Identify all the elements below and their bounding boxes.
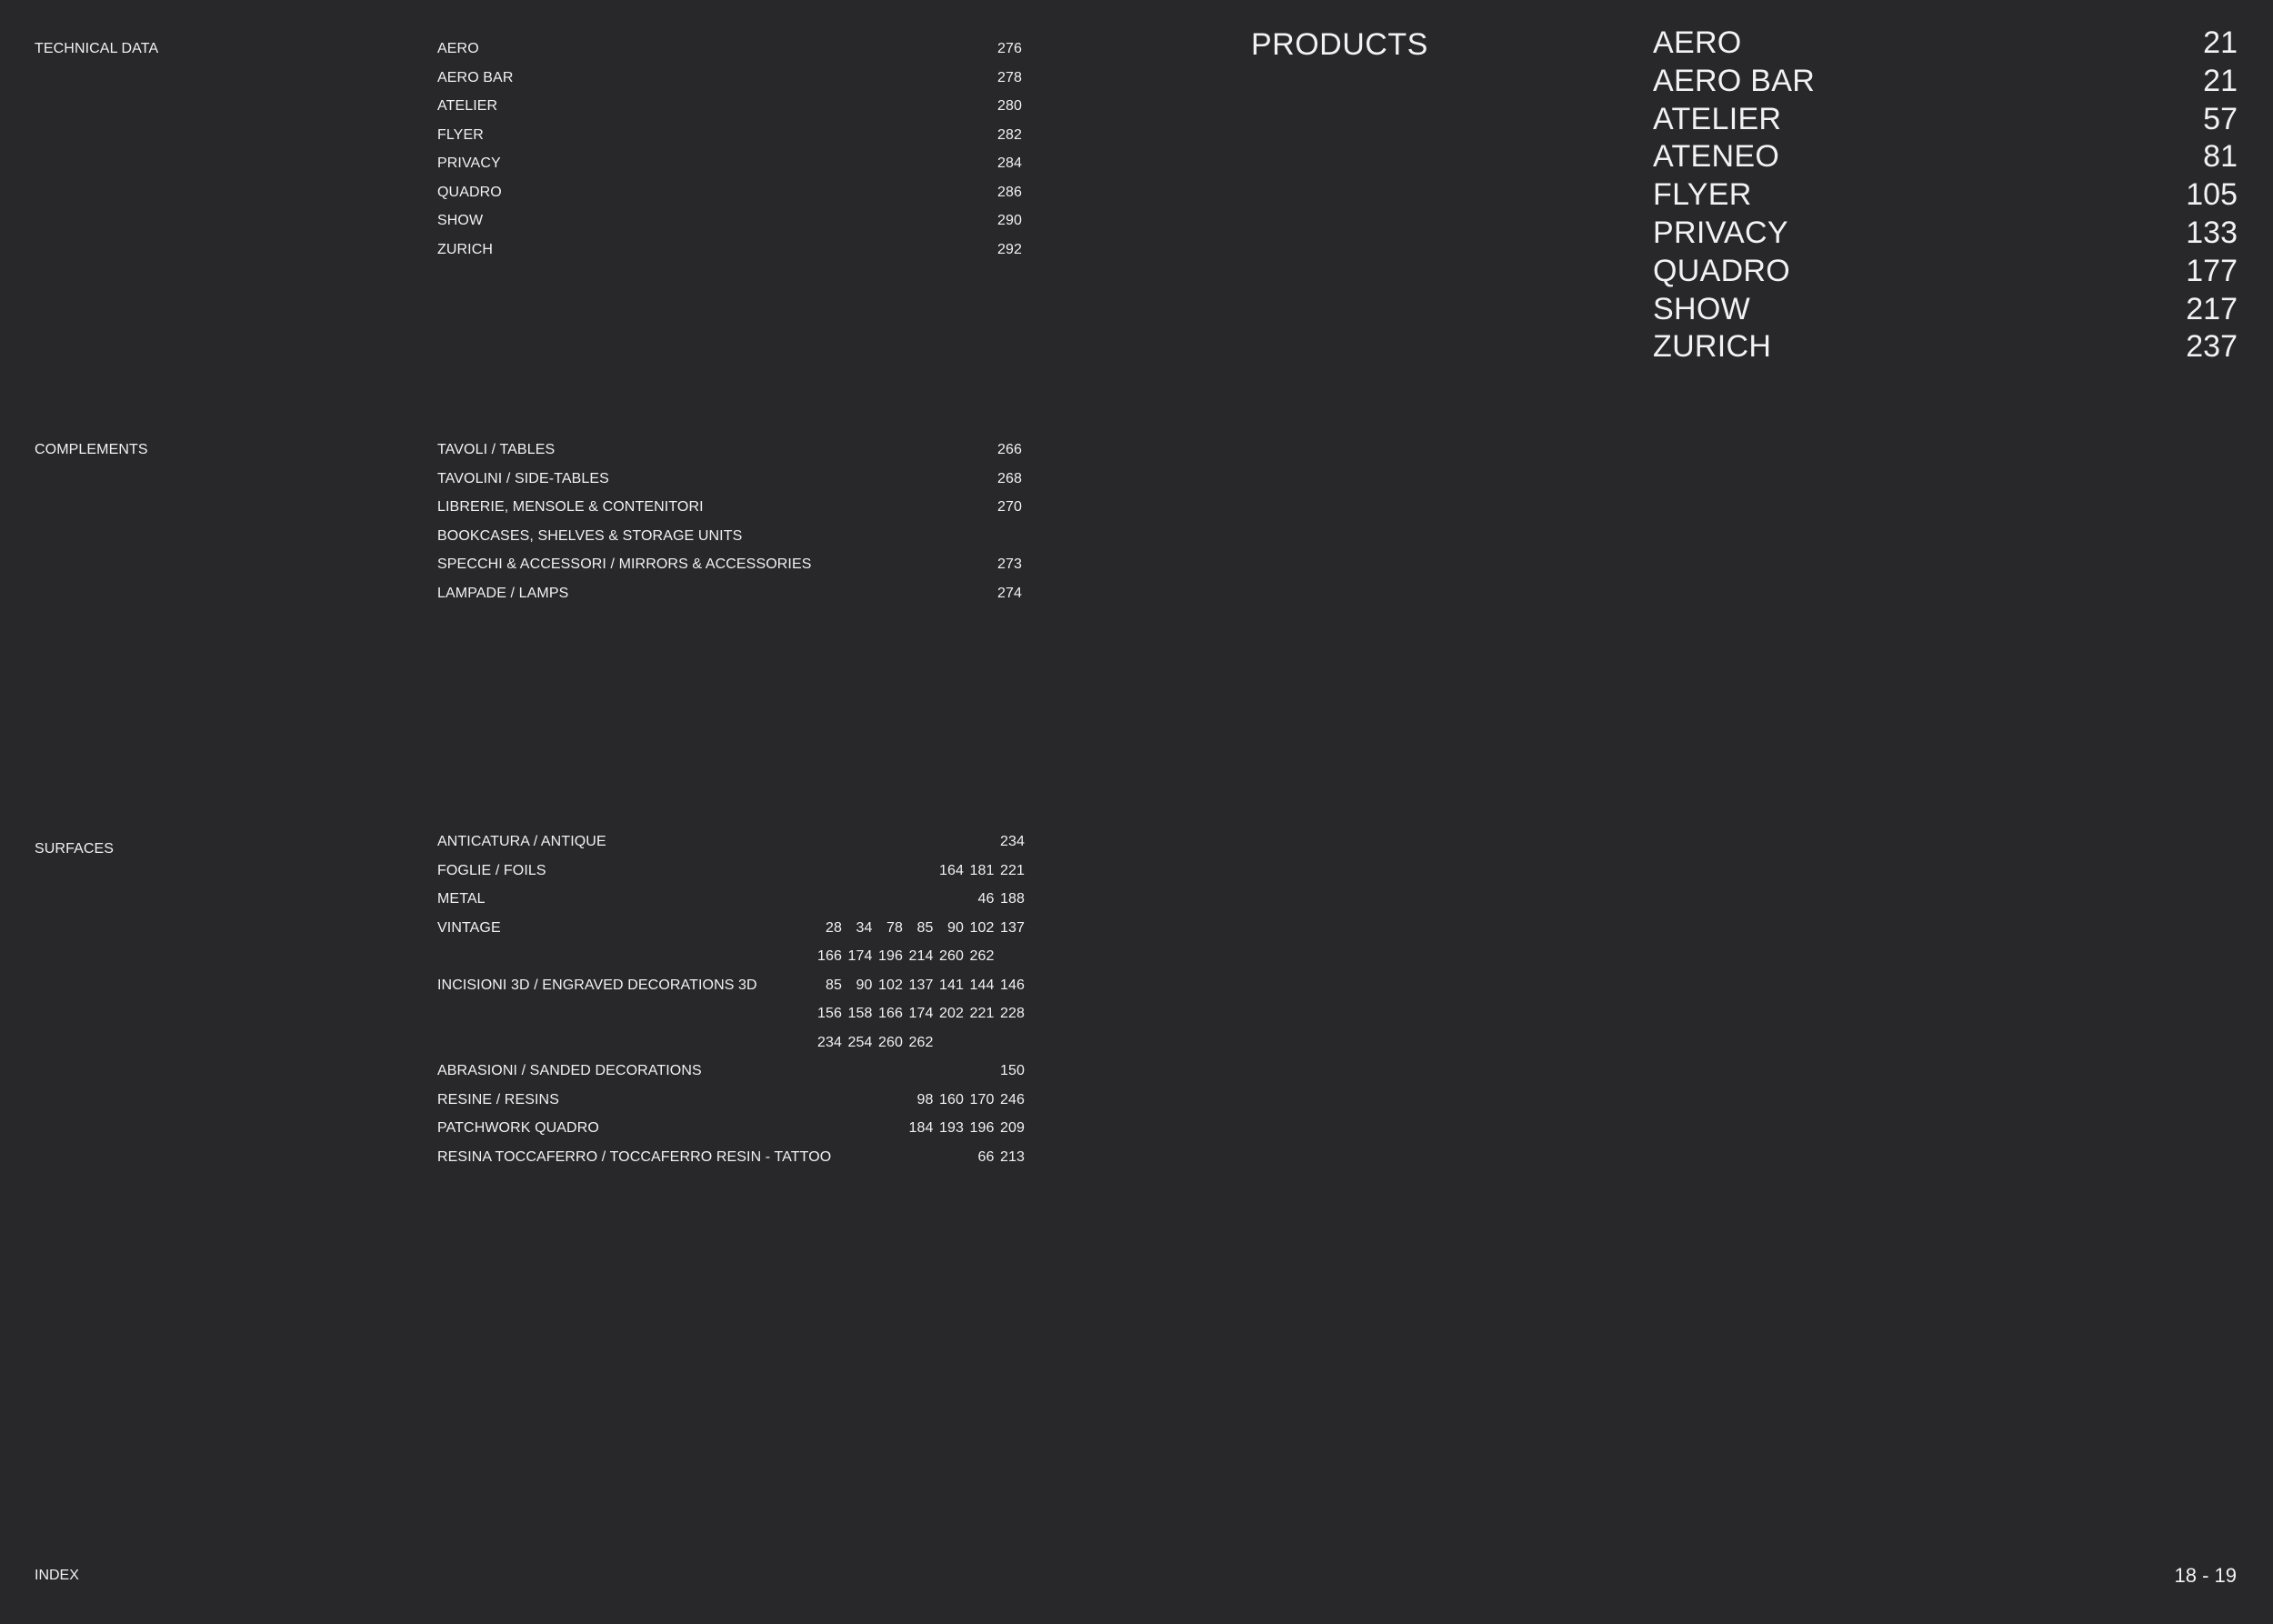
list-item[interactable] — [437, 214, 1023, 243]
item-page-number: 158 — [847, 1006, 873, 1021]
list-item[interactable] — [1653, 101, 2238, 142]
list-item[interactable] — [437, 921, 1025, 950]
item-page-number: 237 — [2186, 329, 2238, 365]
list-item[interactable] — [437, 472, 1023, 501]
item-name: FLYER — [437, 126, 484, 143]
item-page-number: 90 — [856, 977, 873, 993]
item-page-numbers — [934, 864, 1026, 878]
item-page-number: 273 — [997, 556, 1022, 572]
item-page-number: 181 — [969, 862, 995, 878]
item-page-number: 170 — [969, 1091, 995, 1108]
item-page-number: 57 — [2203, 101, 2238, 136]
item-page-number: 284 — [997, 155, 1022, 171]
surfaces-list — [437, 835, 1025, 1178]
item-page-number: 85 — [916, 919, 934, 936]
list-item[interactable] — [437, 892, 1025, 921]
item-page-numbers — [812, 949, 1026, 964]
list-item[interactable] — [1653, 27, 2238, 65]
item-page-numbers — [995, 1064, 1026, 1078]
item-page-number: 144 — [969, 977, 995, 993]
item-page-number: 137 — [908, 977, 934, 993]
item-page-number: 66 — [977, 1148, 995, 1165]
item-page-number: 146 — [1000, 977, 1025, 993]
item-page-numbers — [903, 1093, 1025, 1108]
item-page-number: 270 — [997, 499, 1022, 515]
item-page-number: 21 — [2203, 63, 2238, 98]
item-page-number: 105 — [2186, 177, 2238, 213]
list-item[interactable] — [437, 243, 1023, 272]
products-list — [1653, 27, 2238, 369]
item-page-number: 214 — [908, 948, 934, 964]
item-page-number: 280 — [997, 98, 1022, 114]
item-name: SHOW — [437, 213, 484, 228]
item-page-number: 164 — [939, 862, 964, 878]
list-item[interactable] — [437, 71, 1023, 100]
item-page-number: 246 — [1000, 1091, 1025, 1108]
item-page-number: 78 — [886, 919, 903, 936]
item-name: ANTICATURA / ANTIQUE — [437, 834, 606, 849]
list-item[interactable] — [1653, 291, 2238, 332]
item-name: LIBRERIE, MENSOLE & CONTENITORI — [437, 499, 704, 515]
item-page-number: 156 — [817, 1006, 842, 1021]
list-item[interactable] — [437, 1036, 1025, 1065]
item-name: TAVOLINI / SIDE-TABLES — [437, 470, 609, 486]
list-item[interactable] — [437, 529, 1023, 558]
item-page-number: 174 — [847, 948, 873, 964]
item-page-numbers — [812, 1036, 1026, 1050]
item-page-number — [964, 1036, 995, 1050]
item-page-number: 174 — [908, 1006, 934, 1021]
item-page-number: 90 — [947, 919, 964, 936]
item-page-number: 188 — [1000, 891, 1025, 907]
item-page-number: 34 — [856, 919, 873, 936]
item-page-number — [934, 1036, 965, 1050]
list-item[interactable] — [1653, 65, 2238, 104]
item-page-number: 262 — [908, 1034, 934, 1050]
item-page-number: 141 — [939, 977, 964, 993]
item-page-number: 268 — [997, 470, 1022, 486]
item-name: AERO BAR — [437, 69, 514, 85]
item-name: ABRASIONI / SANDED DECORATIONS — [437, 1063, 702, 1078]
item-name: RESINE / RESINS — [437, 1091, 559, 1108]
item-name: RESINA TOCCAFERRO / TOCCAFERRO RESIN - TATTOO — [437, 1148, 832, 1165]
list-item[interactable] — [437, 443, 1023, 472]
list-item[interactable] — [437, 128, 1023, 157]
item-page-number: 282 — [997, 126, 1022, 143]
item-page-number: 276 — [997, 41, 1022, 56]
list-item[interactable] — [437, 185, 1023, 215]
item-page-number: 209 — [1000, 1120, 1025, 1136]
list-item[interactable] — [437, 156, 1023, 185]
section-label-technical-data: TECHNICAL DATA — [35, 41, 159, 56]
item-name: ATENEO — [1653, 139, 1780, 175]
item-page-numbers — [995, 835, 1026, 849]
item-name: ATELIER — [437, 98, 498, 114]
item-page-number: 234 — [1000, 834, 1025, 849]
item-page-number: 166 — [878, 1006, 903, 1021]
list-item[interactable] — [437, 42, 1023, 71]
item-page-number: 202 — [939, 1006, 964, 1021]
list-item[interactable] — [437, 1150, 1025, 1179]
item-page-number: 193 — [939, 1120, 964, 1136]
item-name: INCISIONI 3D / ENGRAVED DECORATIONS 3D — [437, 977, 757, 993]
products-title: PRODUCTS — [1251, 27, 1428, 62]
item-page-number: 262 — [969, 948, 995, 964]
item-page-number: 228 — [1000, 1006, 1025, 1021]
list-item[interactable] — [437, 500, 1023, 529]
list-item[interactable] — [437, 949, 1025, 978]
list-item[interactable] — [437, 1064, 1025, 1093]
item-page-number: 184 — [908, 1120, 934, 1136]
list-item[interactable] — [437, 586, 1023, 616]
item-page-number: 266 — [997, 442, 1022, 457]
list-item[interactable] — [1653, 141, 2238, 179]
item-name: PRIVACY — [437, 155, 501, 171]
item-page-number: 133 — [2186, 215, 2238, 250]
list-item[interactable] — [437, 1007, 1025, 1036]
item-page-number: 254 — [847, 1034, 873, 1050]
list-item[interactable] — [437, 557, 1023, 586]
item-page-number: 85 — [826, 977, 842, 993]
complements-list — [437, 443, 1023, 615]
section-label-surfaces: SURFACES — [35, 841, 115, 857]
item-page-number: 102 — [969, 919, 995, 936]
item-name: AERO — [1653, 25, 1742, 60]
item-name: FLYER — [1653, 177, 1752, 213]
item-name: QUADRO — [437, 184, 502, 200]
item-page-number: 278 — [997, 69, 1022, 85]
item-page-number: 234 — [817, 1034, 842, 1050]
item-page-number: 217 — [2186, 291, 2238, 326]
item-name: METAL — [437, 891, 486, 907]
item-page-number: 166 — [817, 948, 842, 964]
item-page-numbers — [812, 978, 1026, 993]
item-page-number: 213 — [1000, 1148, 1025, 1165]
item-name: SHOW — [1653, 291, 1750, 326]
item-name: BOOKCASES, SHELVES & STORAGE UNITS — [437, 527, 743, 544]
item-page-number: 221 — [969, 1006, 995, 1021]
list-item[interactable] — [437, 1093, 1025, 1122]
item-name: LAMPADE / LAMPS — [437, 585, 569, 601]
item-name: PATCHWORK QUADRO — [437, 1120, 599, 1136]
item-name: AERO — [437, 41, 479, 56]
item-page-number: 260 — [939, 948, 964, 964]
item-page-number: 177 — [2186, 253, 2238, 288]
list-item[interactable] — [1653, 331, 2238, 369]
technical-data-list — [437, 42, 1023, 271]
item-page-number: 196 — [969, 1120, 995, 1136]
item-name: QUADRO — [1653, 253, 1791, 288]
page-numbers: 18 - 19 — [2174, 1564, 2237, 1587]
item-page-number: 81 — [2203, 139, 2238, 175]
item-page-number: 290 — [997, 213, 1022, 228]
item-page-number: 137 — [1000, 919, 1025, 936]
item-page-number: 260 — [878, 1034, 903, 1050]
item-name: ATELIER — [1653, 101, 1782, 136]
list-item[interactable] — [1653, 217, 2238, 256]
item-page-numbers — [964, 1150, 1025, 1165]
item-page-number: 286 — [997, 184, 1022, 200]
item-page-number: 221 — [1000, 862, 1025, 878]
item-page-number — [995, 949, 1026, 964]
list-item[interactable] — [437, 1121, 1025, 1150]
item-page-numbers — [812, 921, 1026, 936]
item-name: PRIVACY — [1653, 215, 1788, 250]
item-name: ZURICH — [1653, 329, 1772, 365]
section-label-complements: COMPLEMENTS — [35, 442, 148, 457]
item-page-number: 28 — [826, 919, 842, 936]
item-page-number: 160 — [939, 1091, 964, 1108]
item-name: SPECCHI & ACCESSORI / MIRRORS & ACCESSORIES — [437, 556, 812, 572]
item-name: TAVOLI / TABLES — [437, 442, 556, 457]
item-page-number — [995, 1036, 1026, 1050]
item-page-number: 98 — [916, 1091, 934, 1108]
item-page-numbers — [964, 892, 1025, 907]
item-name: AERO BAR — [1653, 63, 1816, 98]
list-item[interactable] — [437, 864, 1025, 893]
item-page-number: 292 — [997, 241, 1022, 257]
item-page-number: 21 — [2203, 25, 2238, 60]
footer-index-label: INDEX — [35, 1568, 79, 1583]
item-name: VINTAGE — [437, 919, 501, 936]
item-name: ZURICH — [437, 241, 494, 257]
item-page-numbers — [903, 1121, 1025, 1136]
item-page-number: 274 — [997, 585, 1022, 601]
list-item[interactable] — [1653, 253, 2238, 294]
list-item[interactable] — [1653, 179, 2238, 217]
item-page-number: 150 — [1000, 1063, 1025, 1078]
list-item[interactable] — [437, 978, 1025, 1007]
list-item[interactable] — [437, 835, 1025, 864]
list-item[interactable] — [437, 99, 1023, 128]
item-name: FOGLIE / FOILS — [437, 862, 546, 878]
item-page-number: 196 — [878, 948, 903, 964]
item-page-number: 102 — [878, 977, 903, 993]
item-page-numbers — [812, 1007, 1026, 1021]
item-page-number: 46 — [977, 891, 995, 907]
